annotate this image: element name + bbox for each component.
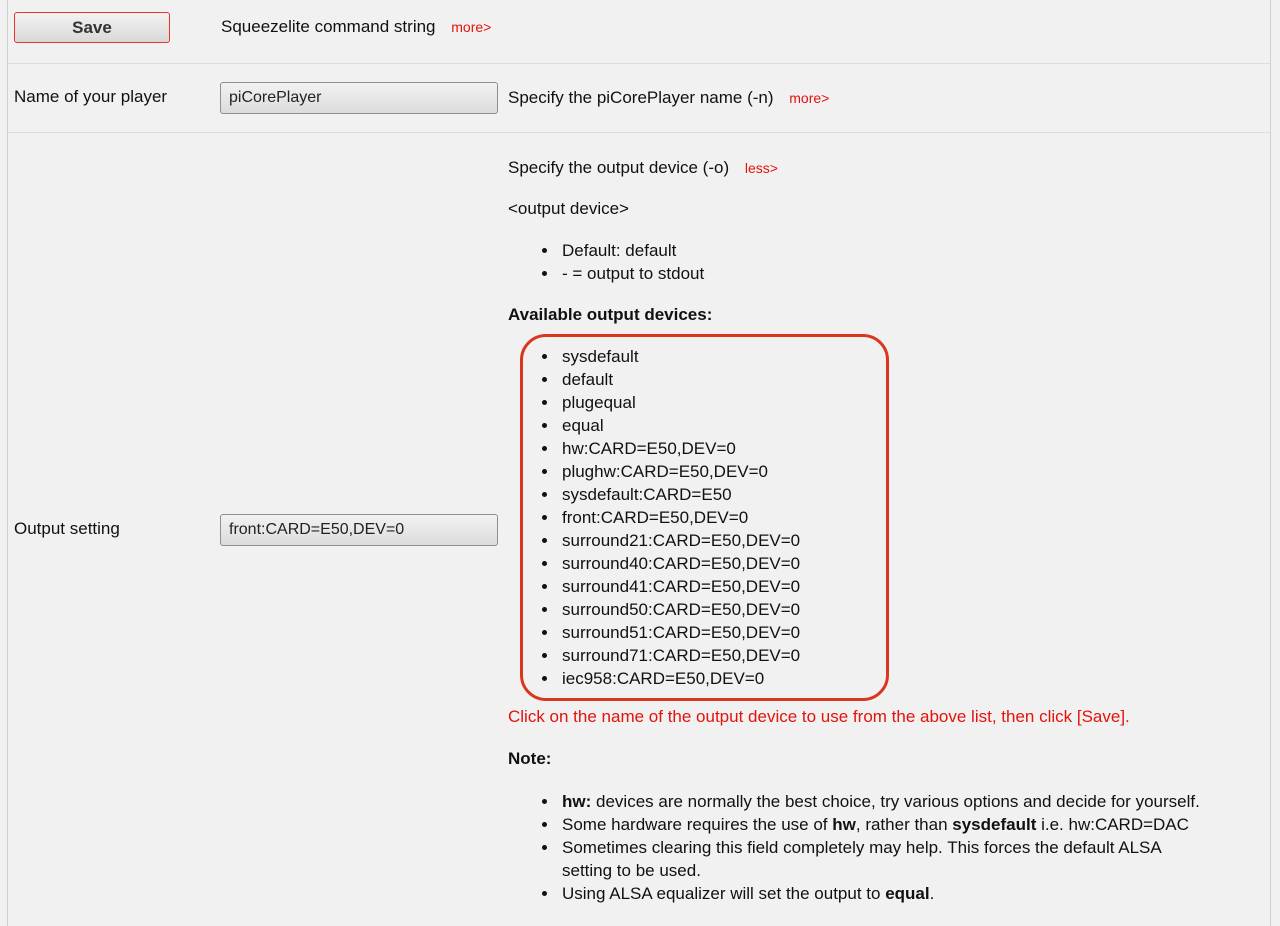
note-item <box>508 836 1200 882</box>
note-item <box>508 882 1200 905</box>
notes-list <box>508 790 1200 905</box>
note-bold: hw <box>832 815 856 834</box>
row-divider <box>8 63 1270 64</box>
note-bold: hw: <box>562 792 592 811</box>
note-heading: Note: <box>508 749 552 768</box>
less-link[interactable]: less> <box>744 160 778 176</box>
device-item[interactable]: plughw:CARD=E50,DEV=0 <box>508 460 800 483</box>
player-name-label: Name of your player <box>14 87 168 106</box>
device-item[interactable]: surround41:CARD=E50,DEV=0 <box>508 575 800 598</box>
device-item[interactable]: hw:CARD=E50,DEV=0 <box>508 437 800 460</box>
note-item <box>508 813 1200 836</box>
device-item[interactable]: iec958:CARD=E50,DEV=0 <box>508 667 800 690</box>
device-item[interactable]: surround71:CARD=E50,DEV=0 <box>508 644 800 667</box>
device-item[interactable]: surround50:CARD=E50,DEV=0 <box>508 598 800 621</box>
device-item[interactable]: surround40:CARD=E50,DEV=0 <box>508 552 800 575</box>
note-text: . <box>929 884 935 903</box>
output-setting-label: Output setting <box>14 519 120 538</box>
output-device-input[interactable] <box>220 514 498 546</box>
note-text: Some hardware requires the use of <box>562 815 833 834</box>
section-title-text: Squeezelite command string <box>221 17 436 36</box>
note-bold: equal <box>885 884 930 903</box>
row-divider <box>8 132 1270 133</box>
output-syntax: <output device> <box>508 199 629 218</box>
player-name-input[interactable] <box>220 82 498 114</box>
device-item[interactable]: surround51:CARD=E50,DEV=0 <box>508 621 800 644</box>
note-text: devices are normally the best choice, try various options and decide for yourself. <box>591 792 1200 811</box>
more-link[interactable]: more> <box>451 19 492 35</box>
save-button[interactable]: Save <box>14 12 170 43</box>
device-item[interactable]: surround21:CARD=E50,DEV=0 <box>508 529 800 552</box>
instruction-text: Click on the name of the output device to use from the above list, then click [Save]. <box>508 707 1130 726</box>
player-name-description: Specify the piCorePlayer name (-n) <box>508 88 774 107</box>
note-bold: sysdefault <box>952 815 1037 834</box>
note-item <box>508 790 1200 813</box>
default-list <box>508 239 704 285</box>
available-devices-heading: Available output devices: <box>508 305 713 324</box>
list-item: Default: default <box>508 239 704 262</box>
output-help <box>508 158 778 178</box>
note-text: setting to be used. <box>562 861 701 880</box>
list-item: - = output to stdout <box>508 262 704 285</box>
device-item[interactable]: equal <box>508 414 800 437</box>
output-description: Specify the output device (-o) <box>508 158 730 177</box>
note-text: , rather than <box>855 815 953 834</box>
note-text: i.e. hw:CARD=DAC <box>1036 815 1189 834</box>
device-item[interactable]: front:CARD=E50,DEV=0 <box>508 506 800 529</box>
note-text: Using ALSA equalizer will set the output to <box>562 884 886 903</box>
device-item[interactable]: sysdefault:CARD=E50 <box>508 483 800 506</box>
note-text: Sometimes clearing this field completely may help. This forces the default ALSA <box>562 838 1162 857</box>
device-item[interactable]: plugequal <box>508 391 800 414</box>
more-link[interactable]: more> <box>789 90 830 106</box>
section-title <box>221 17 491 37</box>
device-item[interactable]: sysdefault <box>508 345 800 368</box>
device-item[interactable]: default <box>508 368 800 391</box>
device-list <box>508 345 800 690</box>
player-name-help <box>508 88 829 108</box>
